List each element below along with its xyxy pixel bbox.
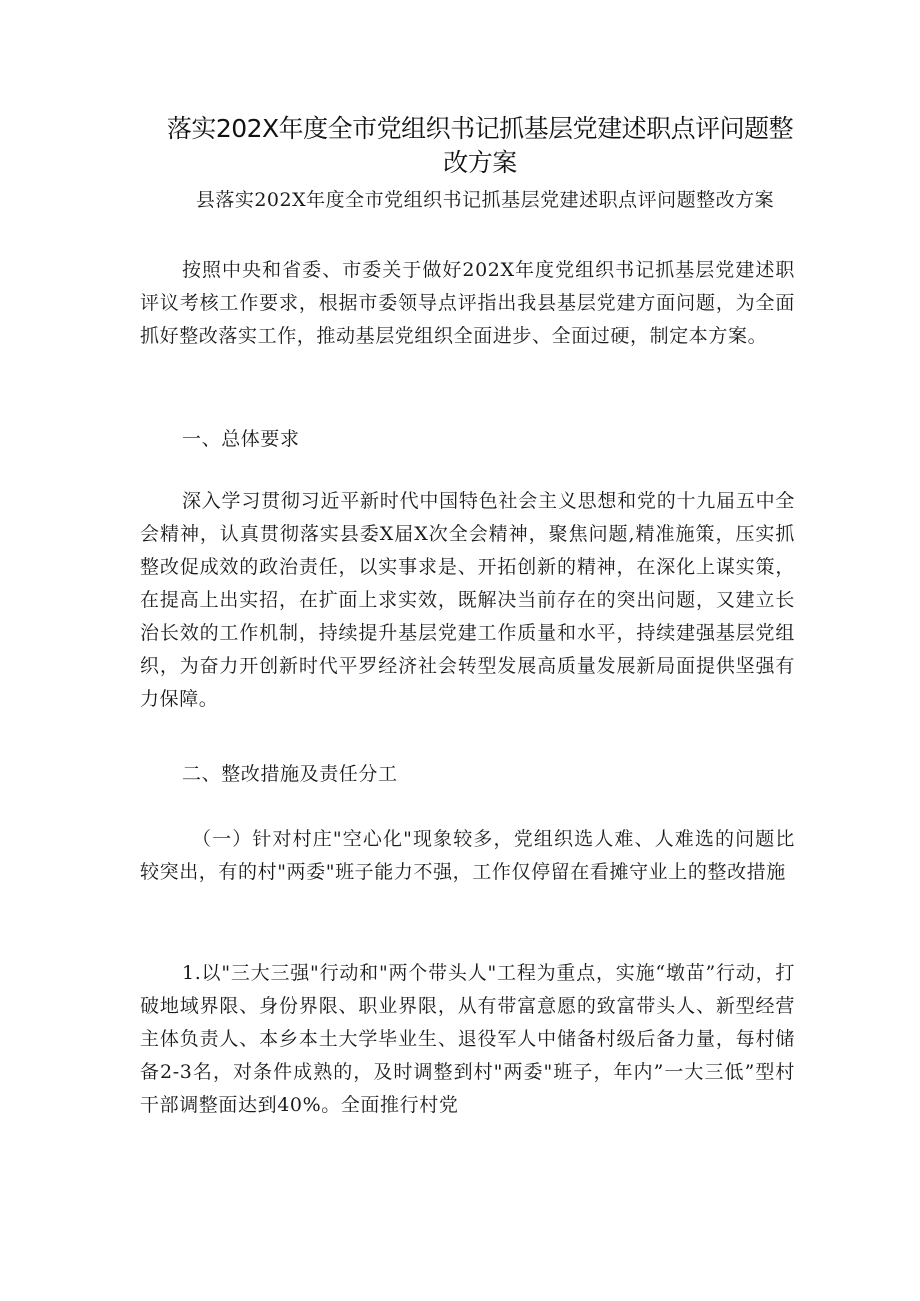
- item-1-heading: （一）针对村庄"空心化"现象较多，党组织选人难、人难选的问题比较突出，有的村"两委"班子能力不强，工作仅停留在看摊守业上的整改措施: [140, 828, 795, 883]
- section-2-heading: 二、整改措施及责任分工: [182, 763, 398, 785]
- title-line-2: 改方案: [443, 148, 517, 177]
- section-1-paragraph: 深入学习贯彻习近平新时代中国特色社会主义思想和党的十九届五中全会精神，认真贯彻落实县委X届X次全会精神，聚焦问题,精准施策，压实抓整改促成效的政治责任，以实事求是、开拓创新的精神，在深化上谋实策，在提高上出实招，在扩面上求实效，既解决当前存在的突出问题，又建立长治长效的工作机制，持续提升基层党建工作质量和水平，持续建强基层党组织，为奋力开创新时代平罗经济社会转型发展高质量发展新局面提供坚强有力保障。: [140, 490, 795, 710]
- intro-paragraph: 按照中央和省委、市委关于做好202X年度党组织书记抓基层党建述职评议考核工作要求，根据市委领导点评指出我县基层党建方面问题，为全面抓好整改落实工作，推动基层党组织全面进步、全面过硬，制定本方案。: [140, 259, 795, 347]
- section-1-heading: 一、总体要求: [182, 428, 300, 450]
- document-title: [150, 112, 810, 180]
- document-subtitle: 县落实202X年度全市党组织书记抓基层党建述职点评问题整改方案: [195, 189, 775, 211]
- title-line-1: 落实202X年度全市党组织书记抓基层党建述职点评问题整: [166, 114, 794, 143]
- item-1-point-1: 1.以"三大三强"行动和"两个带头人"工程为重点，实施“墩苗”行动，打破地域界限、身份界限、职业界限，从有带富意愿的致富带头人、新型经营主体负责人、本乡本土大学毕业生、退役军人中储备村级后备力量，每村储备2-3名，对条件成熟的，及时调整到村"两委"班子，年内”一大三低”型村干部调整面达到40%。全面推行村党: [140, 962, 795, 1116]
